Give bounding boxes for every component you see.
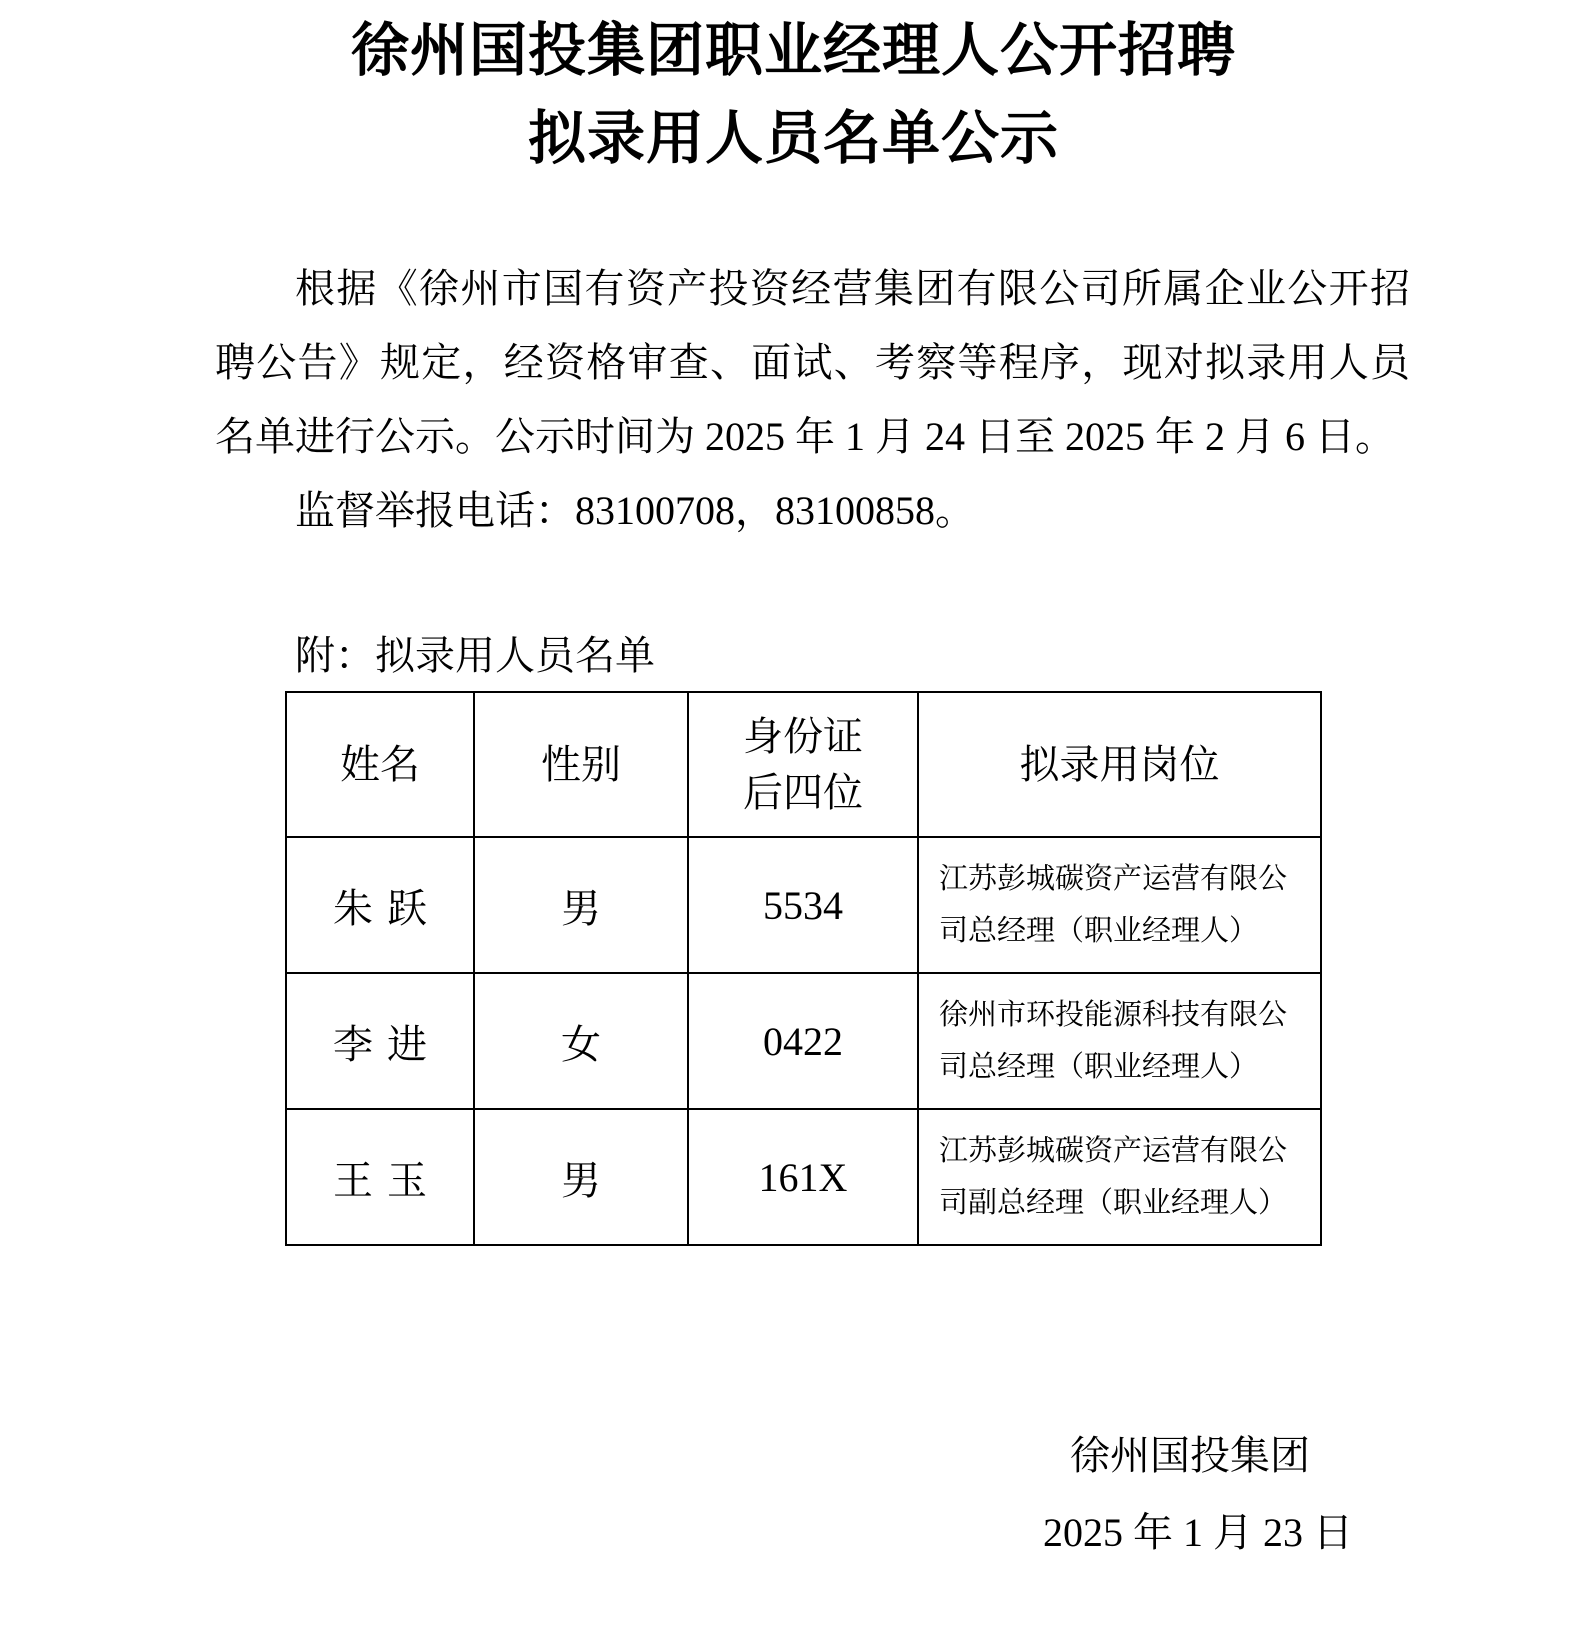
signature-org: 徐州国投集团	[1070, 1433, 1310, 1478]
table-row	[286, 1109, 1321, 1245]
signature-date: 2025 年 1 月 23 日	[1043, 1510, 1353, 1555]
announcement-paragraph: 根据《徐州市国有资产投资经营集团有限公司所属企业公开招聘公告》规定，经资格审查、面试、考察等程序，现对拟录用人员名单进行公示。公示时间为 2025 年 1 月 24 日至 2025 年 2 月 6 日。	[215, 266, 1410, 459]
title-line-1: 徐州国投集团职业经理人公开招聘	[350, 18, 1236, 83]
gender-cell: 男	[474, 1109, 688, 1245]
attachment-label: 附：拟录用人员名单	[295, 633, 655, 678]
id-cell: 161X	[688, 1109, 918, 1245]
col-header-id-text: 身份证后四位	[743, 713, 863, 815]
col-header-gender: 性别	[474, 692, 688, 837]
id-cell: 5534	[688, 837, 918, 973]
header-row	[286, 692, 1321, 837]
document-title	[0, 7, 1587, 183]
col-header-name: 姓名	[286, 692, 474, 837]
col-header-id	[688, 692, 918, 837]
id-cell: 0422	[688, 973, 918, 1109]
position-cell: 江苏彭城碳资产运营有限公司副总经理（职业经理人）	[918, 1109, 1321, 1245]
table-row	[286, 837, 1321, 973]
gender-cell: 男	[474, 837, 688, 973]
supervision-phone-line: 监督举报电话：83100708，83100858。	[295, 488, 975, 533]
position-cell: 江苏彭城碳资产运营有限公司总经理（职业经理人）	[918, 837, 1321, 973]
position-cell: 徐州市环投能源科技有限公司总经理（职业经理人）	[918, 973, 1321, 1109]
name-cell: 李进	[286, 973, 474, 1109]
gender-cell: 女	[474, 973, 688, 1109]
title-line-2: 拟录用人员名单公示	[527, 106, 1059, 171]
col-header-position: 拟录用岗位	[918, 692, 1321, 837]
table-row	[286, 973, 1321, 1109]
roster-table	[285, 691, 1322, 1246]
name-cell: 朱跃	[286, 837, 474, 973]
name-cell: 王玉	[286, 1109, 474, 1245]
